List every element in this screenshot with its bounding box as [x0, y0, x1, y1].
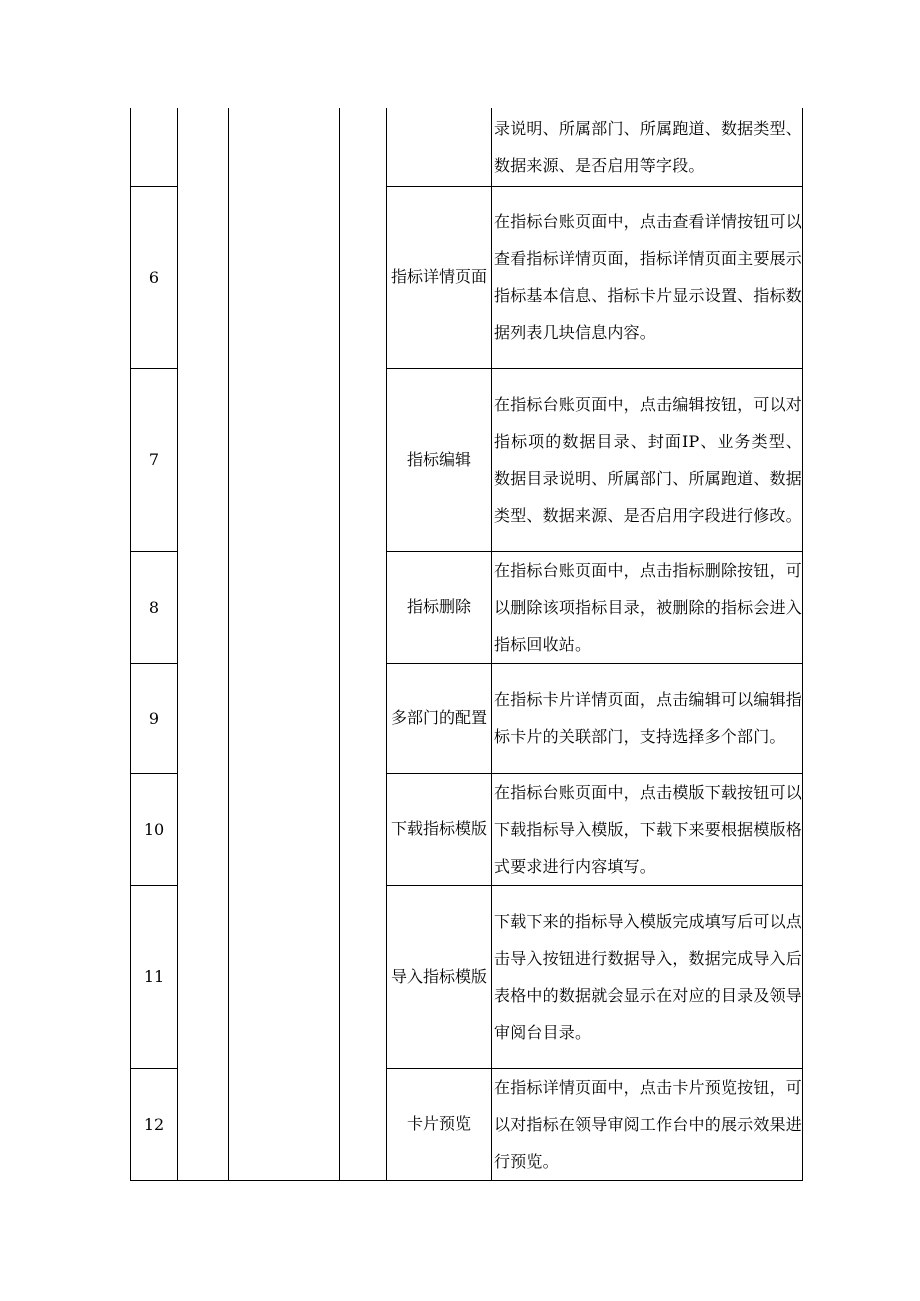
- merged-column-a: [178, 108, 229, 1180]
- function-description: 在指标台账页面中，点击编辑按钮，可以对指标项的数据目录、封面IP、业务类型、数据目录说明、所属部门、所属跑道、数据类型、数据来源、是否启用字段进行修改。: [492, 368, 803, 551]
- row-number: 7: [131, 368, 178, 551]
- function-name: 指标编辑: [387, 368, 492, 551]
- table-row: [131, 108, 803, 186]
- row-number: 8: [131, 551, 178, 663]
- function-name: 导入指标模版: [387, 885, 492, 1068]
- function-name: 下载指标模版: [387, 773, 492, 885]
- function-description: 录说明、所属部门、所属跑道、数据类型、数据来源、是否启用等字段。: [492, 108, 803, 186]
- row-number: [131, 108, 178, 186]
- row-number: 11: [131, 885, 178, 1068]
- merged-column-b: [229, 108, 340, 1180]
- function-name: 指标删除: [387, 551, 492, 663]
- function-name: 卡片预览: [387, 1068, 492, 1180]
- function-description: 在指标详情页面中，点击卡片预览按钮，可以对指标在领导审阅工作台中的展示效果进行预览。: [492, 1068, 803, 1180]
- merged-column-c: [340, 108, 387, 1180]
- function-name: [387, 108, 492, 186]
- function-description: 在指标台账页面中，点击模版下载按钮可以下载指标导入模版，下载下来要根据模版格式要求进行内容填写。: [492, 773, 803, 885]
- row-number: 10: [131, 773, 178, 885]
- function-description: 下载下来的指标导入模版完成填写后可以点击导入按钮进行数据导入，数据完成导入后表格中的数据就会显示在对应的目录及领导审阅台目录。: [492, 885, 803, 1068]
- function-description: 在指标卡片详情页面，点击编辑可以编辑指标卡片的关联部门，支持选择多个部门。: [492, 663, 803, 773]
- function-name: 多部门的配置: [387, 663, 492, 773]
- function-name: 指标详情页面: [387, 186, 492, 368]
- function-description: 在指标台账页面中，点击指标删除按钮，可以删除该项指标目录，被删除的指标会进入指标回收站。: [492, 551, 803, 663]
- function-description: 在指标台账页面中，点击查看详情按钮可以查看指标详情页面，指标详情页面主要展示指标基本信息、指标卡片显示设置、指标数据列表几块信息内容。: [492, 186, 803, 368]
- function-table: [130, 108, 803, 1181]
- row-number: 6: [131, 186, 178, 368]
- row-number: 9: [131, 663, 178, 773]
- row-number: 12: [131, 1068, 178, 1180]
